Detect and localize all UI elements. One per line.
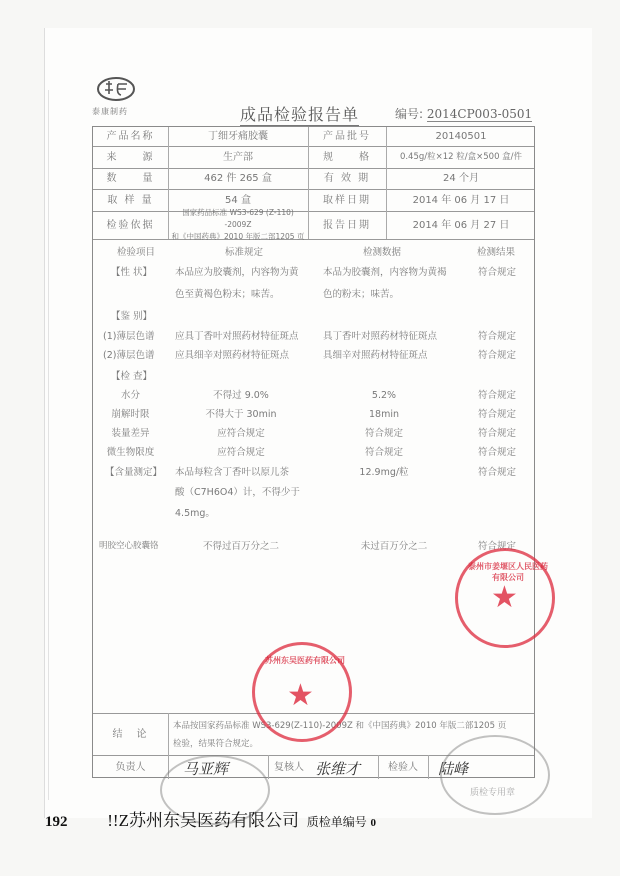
- result-moisture: 符合规定: [478, 390, 517, 401]
- inspector-label: 检验人: [388, 761, 418, 773]
- data-tlc-2: 具细辛对照药材特征斑点: [323, 350, 428, 361]
- standard-disintegration: 不得大于 30min: [205, 409, 277, 420]
- report-date-label: 报告日期: [323, 219, 371, 231]
- qc-seal: [440, 735, 550, 815]
- footer-qc-label: 质检单编号: [306, 815, 367, 829]
- basis-value-line1: 国家药品标准 WS3-629 (Z-110) -2009Z: [182, 208, 294, 229]
- footer-company: !!Z苏州东吴医药有限公司: [107, 811, 299, 830]
- result-assay: 符合规定: [478, 467, 517, 478]
- document-number-value: 2014CP003-0501: [426, 107, 533, 121]
- footer: [45, 806, 376, 831]
- item-assay: 【含量测定】: [105, 467, 163, 478]
- data-moisture: 5.2%: [371, 390, 397, 401]
- page-fold-line: [48, 90, 49, 800]
- seal-star-icon: ★: [287, 678, 314, 713]
- col-header-item: 检验项目: [117, 247, 156, 258]
- data-fill-variation: 符合规定: [364, 428, 403, 439]
- source-value: 生产部: [223, 151, 253, 163]
- conclusion-text-line1: 本品按国家药品标准 WS3-629(Z-110)-2009Z 和《中国药典》2010 年版二部1205 页: [173, 721, 507, 731]
- spec-label: 规 格: [323, 151, 371, 163]
- document-number-label: 编号:: [395, 107, 424, 121]
- company-seal-text: 苏州东吴医药有限公司: [265, 656, 345, 665]
- item-tlc-1: (1)薄层色谱: [103, 331, 155, 342]
- reviewer-signature: 张维才: [315, 760, 361, 778]
- result-chromium: 符合规定: [478, 541, 517, 552]
- result-fill-variation: 符合规定: [478, 428, 517, 439]
- item-chromium: 明胶空心胶囊铬: [99, 541, 159, 551]
- standard-appearance-line1: 本品应为胶囊剂，内容物为黄: [175, 267, 299, 278]
- data-tlc-1: 具丁香叶对照药材特征斑点: [323, 331, 438, 342]
- logo-text: 泰康制药: [92, 107, 128, 116]
- item-appearance: 【性 状】: [111, 267, 153, 278]
- basis-value: [168, 208, 308, 241]
- basis-label: 检验依据: [106, 219, 155, 231]
- sample-qty-value: 54 盒: [225, 194, 251, 206]
- standard-assay-line1: 本品每粒含丁香叶以原儿茶: [175, 467, 290, 478]
- product-name-value: 丁细牙痛胶囊: [208, 131, 268, 142]
- col-header-standard: 标准规定: [225, 247, 264, 258]
- col-header-result: 检测结果: [477, 247, 516, 258]
- standard-microbial: 应符合规定: [217, 447, 265, 458]
- data-microbial: 符合规定: [364, 447, 403, 458]
- sample-date-value: 2014 年 06 月 17 日: [412, 194, 510, 206]
- conclusion-text-line2: 检验，结果符合规定。: [173, 739, 259, 749]
- standard-chromium: 不得过百万分之二: [202, 541, 279, 552]
- result-disintegration: 符合规定: [478, 409, 517, 420]
- quantity-value: 462 件 265 盒: [204, 173, 272, 184]
- standard-assay-line2: 酸（C7H6O4）计，不得少于: [175, 487, 300, 498]
- standard-tlc-2: 应具细辛对照药材特征斑点: [175, 350, 290, 361]
- item-microbial: 微生物限度: [106, 447, 155, 458]
- data-chromium: 未过百万分之二: [360, 541, 428, 552]
- col-header-data: 检测数据: [363, 247, 402, 258]
- sample-qty-label: 取 样 量: [107, 194, 154, 206]
- result-tlc-2: 符合规定: [478, 350, 517, 361]
- qc-seal-text: 质检专用章: [470, 788, 516, 798]
- hospital-seal: [455, 548, 555, 648]
- source-label: 来 源: [106, 151, 155, 163]
- footer-qc-number: 0: [370, 817, 376, 829]
- data-appearance-line1: 本品为胶囊剂，内容物为黄褐: [323, 267, 447, 278]
- item-disintegration: 崩解时限: [111, 409, 150, 420]
- inspector-signature: 陆峰: [438, 760, 469, 778]
- data-assay: 12.9mg/粒: [359, 467, 409, 478]
- company-logo-icon: [96, 76, 136, 102]
- result-appearance: 符合规定: [478, 267, 517, 278]
- item-tlc-2: (2)薄层色谱: [103, 350, 155, 361]
- responsible-signature: 马亚辉: [183, 760, 229, 778]
- product-name-label: 产品名称: [106, 131, 155, 142]
- data-disintegration: 18min: [368, 409, 399, 420]
- expiry-value: 24 个月: [443, 173, 479, 184]
- item-identification: 【鉴 别】: [111, 311, 153, 322]
- expiry-label: 有 效 期: [323, 173, 371, 184]
- standard-tlc-1: 应具丁香叶对照药材特征斑点: [175, 331, 299, 342]
- result-tlc-1: 符合规定: [478, 331, 517, 342]
- item-fill-variation: 装量差异: [111, 428, 150, 439]
- conclusion-label: 结 论: [112, 728, 149, 740]
- item-moisture: 水分: [120, 390, 140, 401]
- standard-assay-line3: 4.5mg。: [175, 508, 215, 519]
- item-inspection: 【检 查】: [111, 371, 153, 382]
- document-number: [395, 105, 532, 122]
- sample-date-label: 取样日期: [323, 194, 371, 206]
- quantity-label: 数 量: [106, 173, 155, 184]
- reviewer-label: 复核人: [274, 761, 304, 773]
- company-seal: [252, 642, 352, 742]
- batch-number-value: 20140501: [435, 131, 487, 142]
- data-appearance-line2: 色的粉末；味苦。: [323, 289, 400, 300]
- standard-appearance-line2: 色至黄褐色粉末；味苦。: [175, 289, 280, 300]
- responsible-label: 负责人: [115, 761, 146, 773]
- batch-number-label: 产品批号: [323, 131, 371, 142]
- document-title: 成品检验报告单: [240, 102, 359, 126]
- standard-fill-variation: 应符合规定: [217, 428, 265, 439]
- report-date-value: 2014 年 06 月 27 日: [412, 219, 510, 231]
- hospital-seal-text: 泰州市姜堰区人民医药有限公司: [468, 562, 548, 582]
- spec-value: 0.45g/粒×12 粒/盒×500 盒/件: [399, 151, 523, 162]
- seal-star-icon: ★: [491, 580, 518, 615]
- standard-moisture: 不得过 9.0%: [213, 390, 269, 401]
- page-number: 192: [45, 814, 68, 830]
- result-microbial: 符合规定: [478, 447, 517, 458]
- basis-value-line2: 和《中国药典》2010 年版二部1205 页: [171, 232, 305, 241]
